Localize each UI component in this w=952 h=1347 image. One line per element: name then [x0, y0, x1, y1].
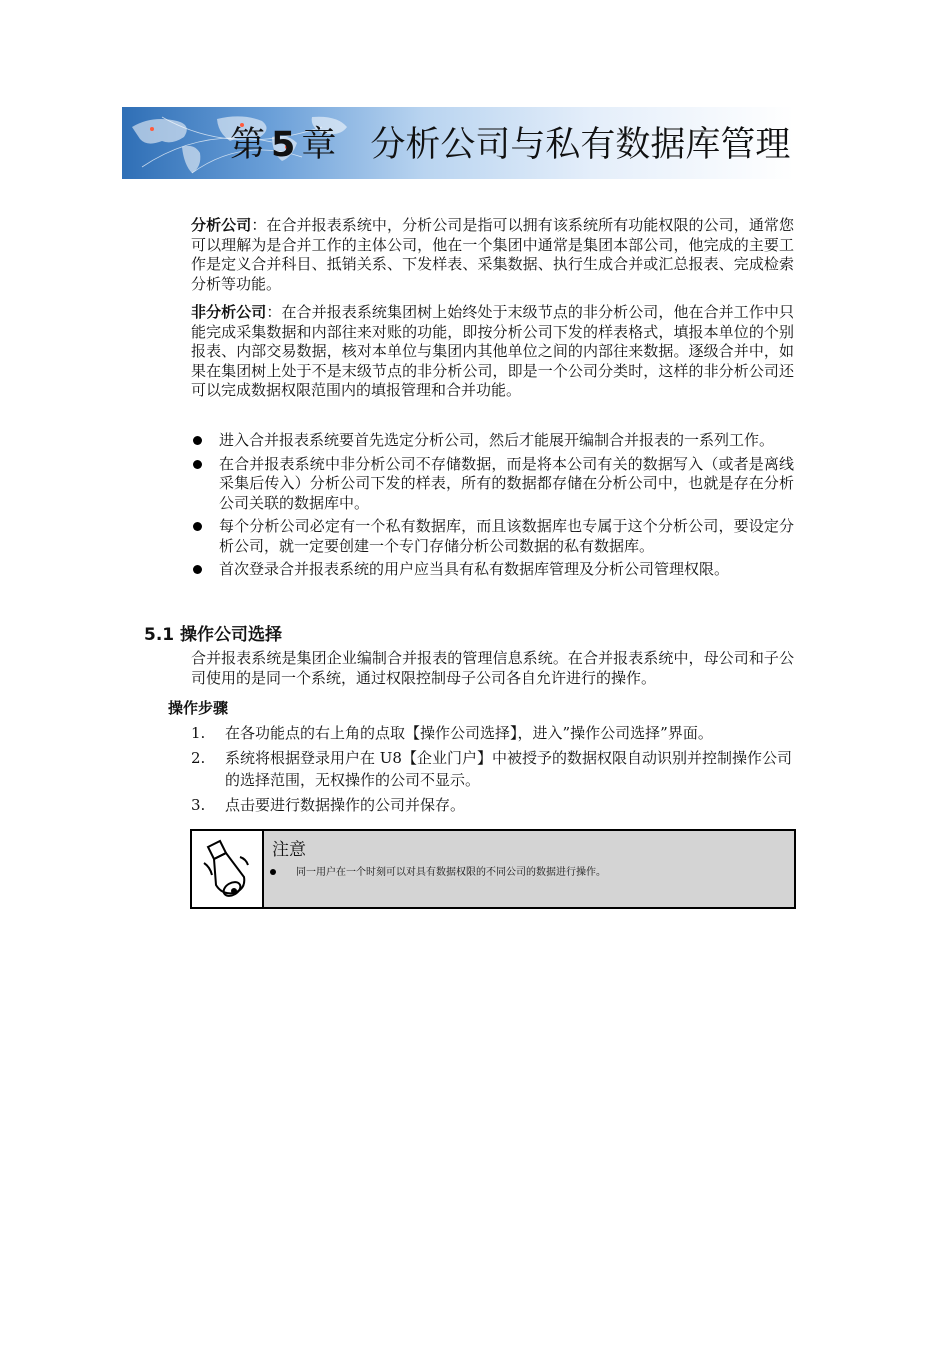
chapter-name: 分析公司与私有数据库管理	[370, 125, 791, 165]
list-item-text: 在合并报表系统中非分析公司不存储数据，而是将本公司有关的数据写入（或者是离线采集后传入）分析公司下发的样表，所有的数据都存储在分析公司中，也就是存在分析公司关联的数据库中。	[219, 454, 794, 512]
bullet-icon	[193, 565, 202, 574]
step-number: 2.	[191, 749, 206, 767]
list-item	[191, 431, 794, 451]
chapter-prefix: 第	[230, 125, 266, 165]
definition-term: 分析公司	[191, 216, 252, 234]
section-heading: 5.1 操作公司选择	[144, 625, 283, 645]
definition-text: ：在合并报表系统集团树上始终处于末级节点的非分析公司，他在合并工作中只能完成采集数据和内部往来对账的功能，即按分析公司下发的样表格式，填报本单位的个别报表、内部交易数据，核对本单位与集团内其他单位之间的内部往来数据。逐级合并中，如果在集团树上处于不是末级节点的非分析公司，即是一个公司分类时，这样的非分析公司还可以完成数据权限范围内的填报管理和合并功能。	[191, 303, 794, 399]
note-icon-cell	[192, 831, 264, 907]
steps-heading: 操作步骤	[168, 699, 229, 717]
chapter-title	[230, 122, 790, 168]
step-item	[191, 794, 794, 816]
step-text: 在各功能点的右上角的点取【操作公司选择】，进入”操作公司选择”界面。	[225, 724, 713, 742]
bell-icon	[200, 837, 254, 901]
note-item	[270, 863, 606, 878]
definition-non-analysis-company	[191, 303, 794, 401]
step-text: 点击要进行数据操作的公司并保存。	[225, 796, 466, 814]
list-item-text: 每个分析公司必定有一个私有数据库，而且该数据库也专属于这个分析公司，要设定分析公司，就一定要创建一个专门存储分析公司数据的私有数据库。	[219, 517, 794, 555]
chapter-number: 5	[271, 125, 296, 165]
definition-term: 非分析公司	[191, 303, 267, 321]
note-title: 注意	[272, 840, 306, 860]
definition-analysis-company	[191, 216, 794, 294]
bullet-list	[191, 431, 794, 584]
step-text: 系统将根据登录用户在 U8【企业门户】中被授予的数据权限自动识别并控制操作公司的选择范围，无权操作的公司不显示。	[225, 749, 792, 789]
step-number: 1.	[191, 724, 206, 742]
list-item	[191, 560, 794, 580]
note-item-text: 同一用户在一个时刻可以对具有数据权限的不同公司的数据进行操作。	[296, 867, 606, 878]
definition-text: ：在合并报表系统中，分析公司是指可以拥有该系统所有功能权限的公司，通常您可以理解为是合并工作的主体公司，他在一个集团中通常是集团本部公司，他完成的主要工作是定义合并科目、抵销关系、下发样表、采集数据、执行生成合并或汇总报表、完成检索分析等功能。	[191, 216, 794, 293]
list-item-text: 进入合并报表系统要首先选定分析公司，然后才能展开编制合并报表的一系列工作。	[219, 431, 775, 449]
bullet-icon	[193, 460, 202, 469]
bullet-icon	[193, 436, 202, 445]
steps-list	[191, 722, 794, 819]
step-number: 3.	[191, 796, 206, 814]
step-item	[191, 722, 794, 744]
chapter-suffix: 章	[301, 125, 337, 165]
step-item	[191, 747, 794, 791]
section-intro: 合并报表系统是集团企业编制合并报表的管理信息系统。在合并报表系统中，母公司和子公司使用的是同一个系统，通过权限控制母子公司各自允许进行的操作。	[191, 649, 794, 687]
list-item-text: 首次登录合并报表系统的用户应当具有私有数据库管理及分析公司管理权限。	[219, 560, 730, 578]
bullet-icon	[270, 869, 276, 875]
list-item	[191, 455, 794, 514]
bullet-icon	[193, 522, 202, 531]
note-box	[190, 829, 796, 909]
list-item	[191, 517, 794, 556]
